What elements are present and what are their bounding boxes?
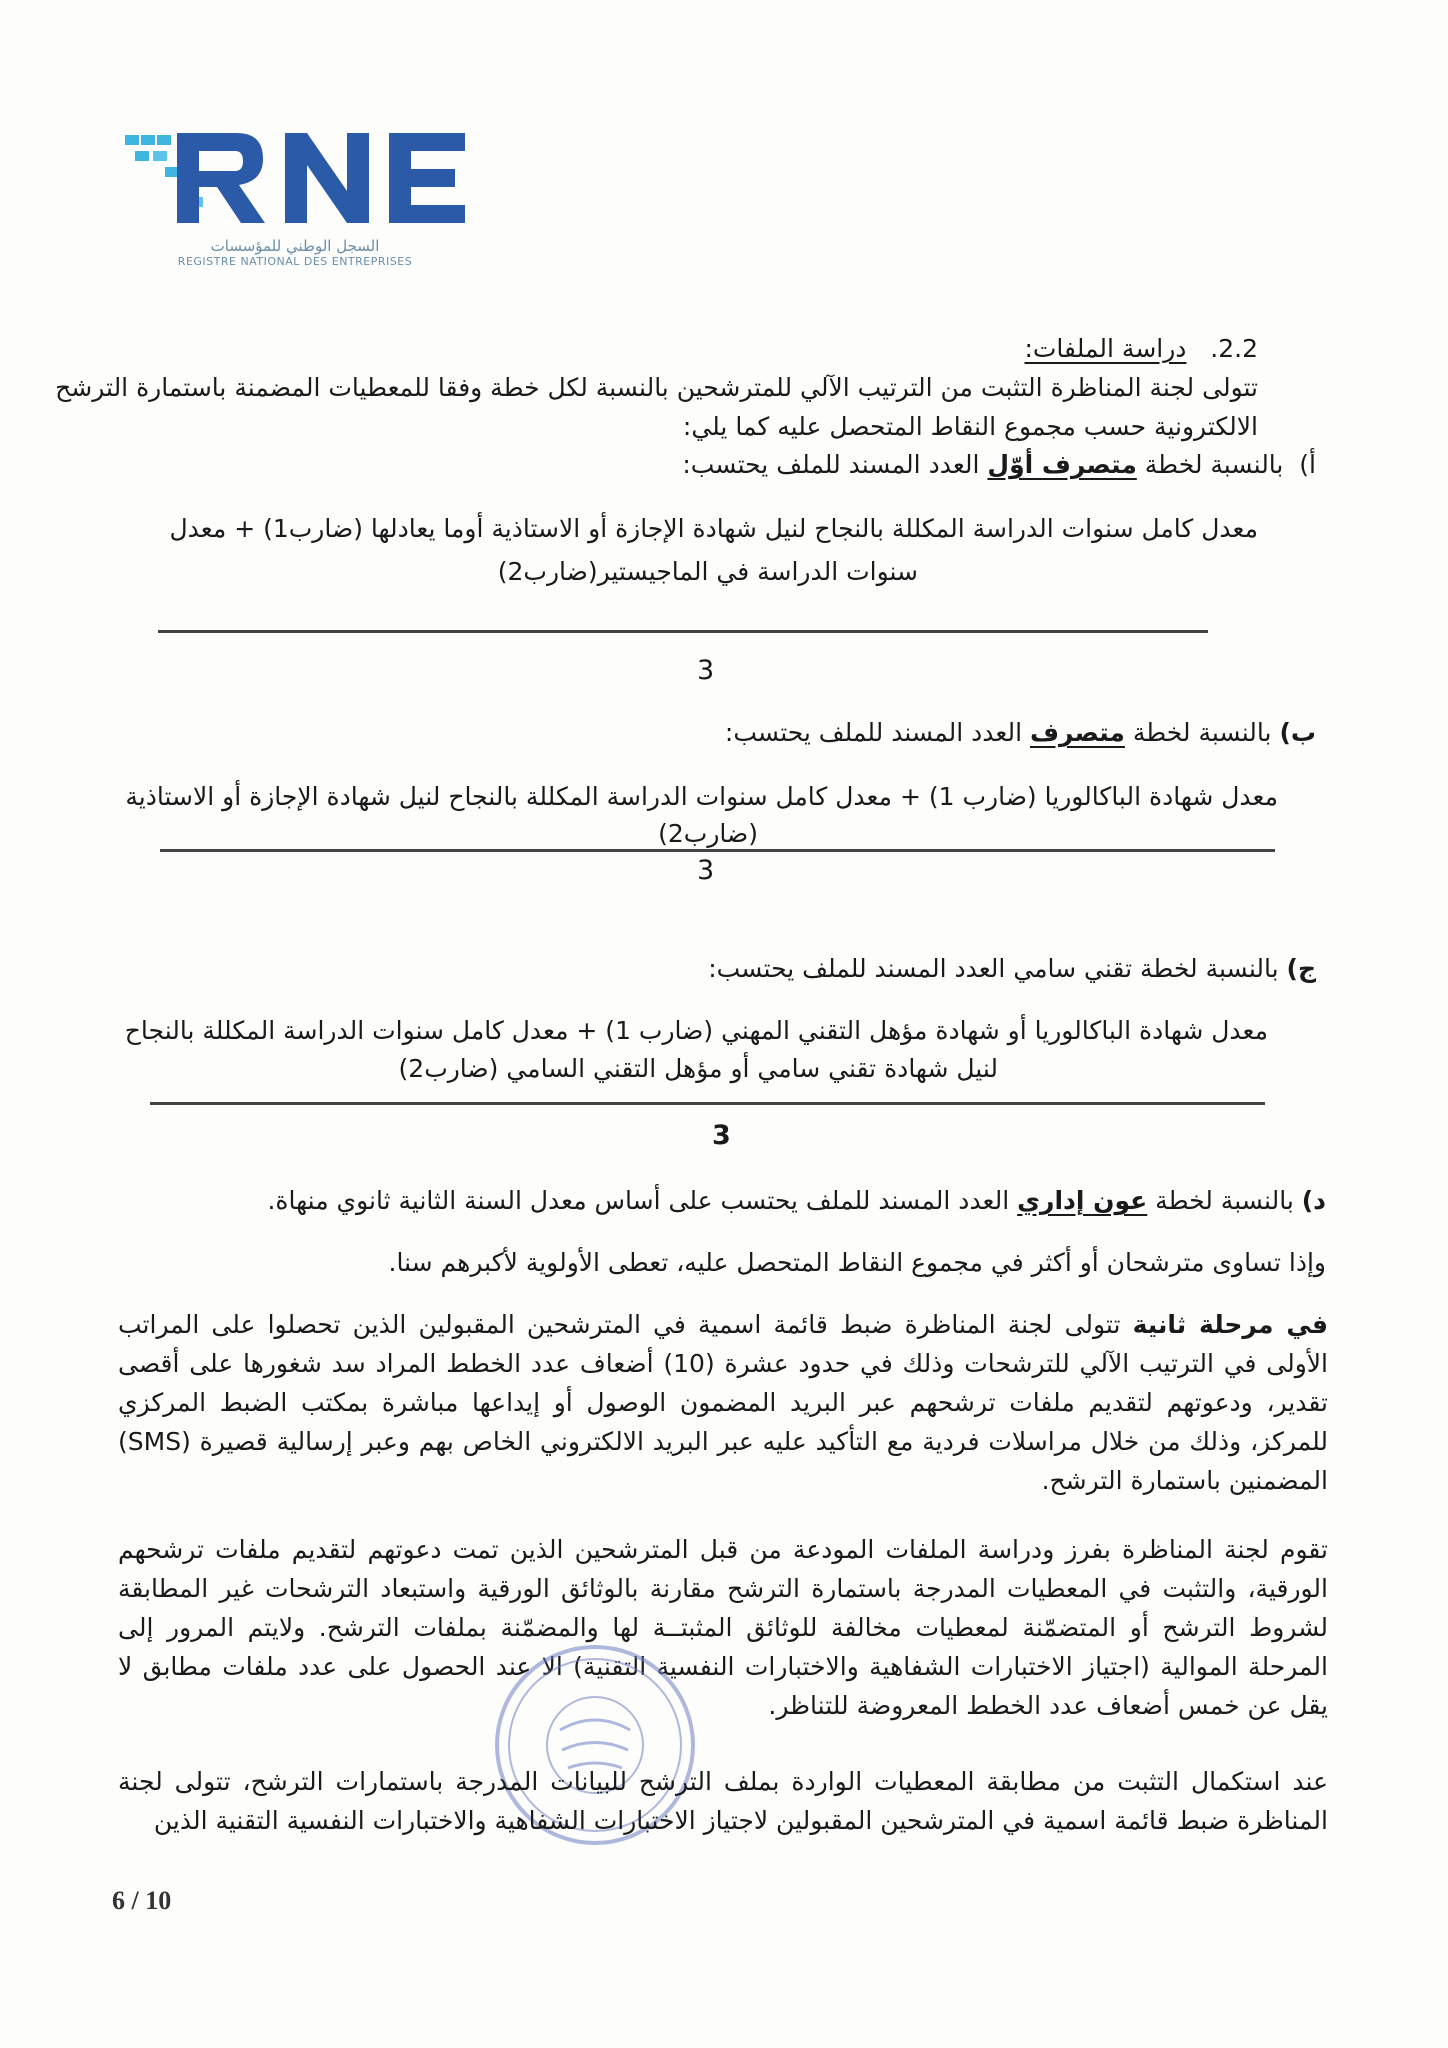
item-d-text-before: بالنسبة لخطة (1155, 1186, 1294, 1215)
item-c-denominator: 3 (712, 1120, 731, 1151)
section-title: دراسة الملفات: (1024, 334, 1187, 363)
section-number: 2.2. (1210, 334, 1258, 363)
logo-french-name: REGISTRE NATIONAL DES ENTREPRISES (177, 255, 413, 268)
item-b-formula-line-1: معدل شهادة الباكالوريا (ضارب 1) + معدل كامل سنوات الدراسة المكللة بالنجاح لنيل شهادة الإجازة أو الاستاذية (125, 782, 1278, 811)
item-b-line (725, 714, 1316, 752)
item-b-formula-line-2: (ضارب2) (658, 819, 758, 848)
item-a-line (682, 446, 1316, 484)
item-a-marker: أ) (1299, 450, 1316, 479)
logo-arabic-name: السجل الوطني للمؤسسات (210, 237, 380, 255)
item-b-marker: ب) (1279, 718, 1316, 747)
item-c-fraction-bar (150, 1102, 1265, 1105)
item-b-text-after: العدد المسند للملف يحتسب: (724, 718, 1023, 747)
item-d-text-after: العدد المسند للملف يحتسب على أساس معدل السنة الثانية ثانوي منهاة. (267, 1186, 1010, 1215)
item-a-fraction-bar (158, 630, 1208, 633)
item-c-marker: ج) (1286, 954, 1316, 983)
item-b-denominator: 3 (697, 855, 715, 886)
item-c-formula-line-2: لنيل شهادة تقني سامي أو مؤهل التقني السامي (ضارب2) (398, 1054, 998, 1083)
section-heading (1024, 330, 1258, 368)
item-a-text-before: بالنسبة لخطة (1144, 450, 1284, 479)
tie-rule: وإذا تساوى مترشحان أو أكثر في مجموع النقاط المتحصل عليه، تعطى الأولوية لأكبرهم سنا. (388, 1248, 1326, 1277)
intro-line-2: الالكترونية حسب مجموع النقاط المتحصل عليه كما يلي: (682, 412, 1258, 441)
phase-two-paragraph (118, 1305, 1328, 1500)
item-c-line (708, 950, 1316, 988)
item-b-text-before: بالنسبة لخطة (1132, 718, 1272, 747)
item-c-formula-line-1: معدل شهادة الباكالوريا أو شهادة مؤهل التقني المهني (ضارب 1) + معدل كامل سنوات الدراسة المكللة بالنجاح (124, 1016, 1268, 1045)
phase-two-text: تتولى لجنة المناظرة ضبط قائمة اسمية في المترشحين المقبولين الذين تحصلوا على المراتب الأولى في الترتيب الآلي للترشحات وذلك في حدود عشرة (10) أضعاف عدد الخطط المراد سد شغورها على أقصى تقدير، ودعوتهم لتقديم ملفات ترشحهم عبر البريد المضمون الوصول أو إيداعها مباشرة بمكتب الضبط المركزي للمركز، وذلك من خلال مراسلات فردية مع التأكيد عليه عبر البريد الالكتروني الخاص بهم وعبر إرسالية قصيرة (SMS) المضمنين باستمارة الترشح. (118, 1310, 1328, 1495)
item-b-post: متصرف (1030, 718, 1125, 747)
item-d-line (267, 1182, 1326, 1220)
rne-logo (125, 125, 470, 270)
item-a-text-after: العدد المسند للملف يحتسب: (682, 450, 980, 479)
page-number: 6 / 10 (112, 1886, 172, 1915)
item-c-text: بالنسبة لخطة تقني سامي العدد المسند للملف يحتسب: (708, 954, 1279, 983)
item-a-formula-line-2: سنوات الدراسة في الماجيستير(ضارب2) (497, 557, 918, 586)
sorting-paragraph: تقوم لجنة المناظرة بفرز ودراسة الملفات المودعة من قبل المترشحين الذين تمت دعوتهم لتقديم ملفات ترشحهم الورقية، والتثبت في المعطيات المدرجة باستمارة الترشح مقارنة بالوثائق الورقية واستبعاد الترشحات غير المطابقة لشروط الترشح أو المتضمّنة لمعطيات مخالفة للوثائق المثبتــة لها والمضمّنة بملفات الترشح. ولايتم المرور إلى المرحلة الموالية (اجتياز الاختبارات الشفاهية والاختبارات النفسية التقنية) الا عند الحصول على عدد ملفات مطابق لا يقل عن خمس أضعاف عدد الخطط المعروضة للتناظر. (118, 1535, 1328, 1720)
item-d-marker: د) (1301, 1186, 1326, 1215)
phase-two-lead: في مرحلة ثانية (1132, 1310, 1329, 1339)
item-d-post: عون إداري (1017, 1186, 1148, 1215)
item-a-denominator: 3 (697, 655, 715, 686)
rne-logo-mark (125, 125, 470, 235)
intro-line-1: تتولى لجنة المناظرة التثبت من الترتيب الآلي للمترشحين بالنسبة لكل خطة وفقا للمعطيات المضمنة باستمارة الترشح (55, 373, 1258, 402)
final-paragraph: عند استكمال التثبت من مطابقة المعطيات الواردة بملف الترشح للبيانات المدرجة باستمارات الترشح، تتولى لجنة المناظرة ضبط قائمة اسمية في المترشحين المقبولين لاجتياز الاختبارات الشفاهية والاختبارات النفسية التقنية الذين (118, 1767, 1328, 1835)
item-b-fraction-bar (160, 849, 1275, 852)
item-a-formula-line-1: معدل كامل سنوات الدراسة المكللة بالنجاح لنيل شهادة الإجازة أو الاستاذية أوما يعادلها (ضارب1) + معدل (169, 514, 1258, 543)
item-a-post: متصرف أوّل (987, 450, 1137, 479)
